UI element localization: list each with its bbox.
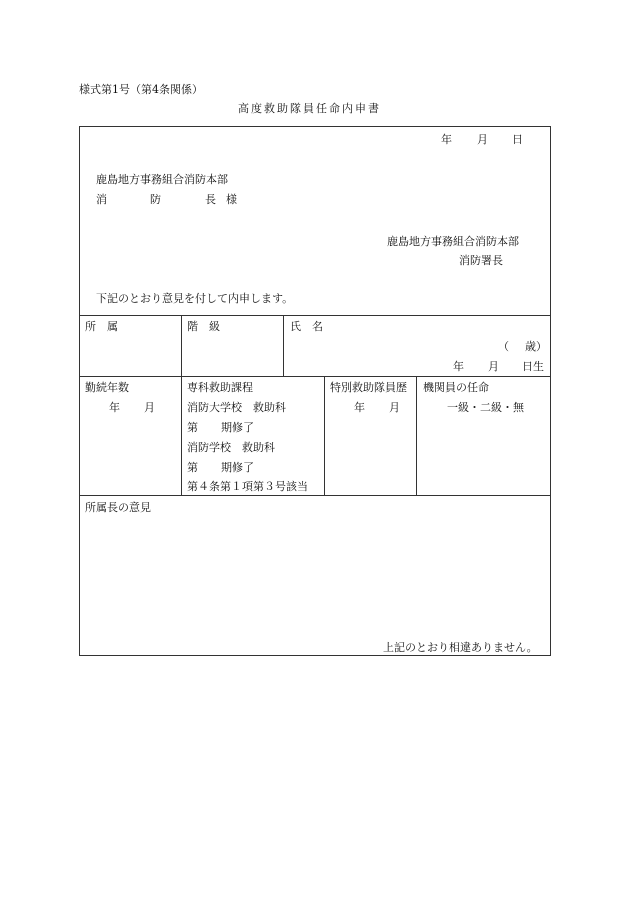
affiliation-label: 所 属 bbox=[85, 320, 118, 333]
service-years-label: 勤続年数 bbox=[85, 381, 129, 394]
birth-day: 日生 bbox=[522, 360, 544, 373]
birth-month: 月 bbox=[488, 360, 499, 373]
course-school-1: 消防大学校 救助科 bbox=[187, 401, 286, 414]
divider-personal-row bbox=[79, 376, 551, 377]
date-month: 月 bbox=[477, 133, 488, 146]
course-dai-2: 第 bbox=[187, 461, 198, 474]
col-divider-2 bbox=[283, 315, 284, 376]
date-year: 年 bbox=[441, 133, 452, 146]
course-done-1: 期修了 bbox=[221, 421, 254, 434]
addressee-char-2: 防 bbox=[150, 193, 161, 206]
closing-statement: 上記のとおり相違ありません。 bbox=[383, 641, 538, 654]
course-school-2: 消防学校 救助科 bbox=[187, 441, 275, 454]
divider-qualification-row bbox=[79, 495, 551, 496]
course-dai-1: 第 bbox=[187, 421, 198, 434]
service-month: 月 bbox=[144, 401, 155, 414]
addressee-char-4: 様 bbox=[226, 193, 237, 206]
opinion-label: 所属長の意見 bbox=[85, 501, 151, 514]
name-label: 氏 名 bbox=[290, 320, 323, 333]
col-divider-4 bbox=[416, 376, 417, 495]
col-divider-1 bbox=[181, 315, 182, 495]
date-day: 日 bbox=[512, 133, 523, 146]
col-divider-3 bbox=[324, 376, 325, 495]
course-applicable: 第４条第１項第３号該当 bbox=[187, 480, 308, 493]
special-year: 年 bbox=[354, 401, 365, 414]
document-title: 高度救助隊員任命内申書 bbox=[238, 102, 381, 115]
engineer-label: 機関員の任命 bbox=[423, 381, 489, 394]
course-label: 専科救助課程 bbox=[187, 381, 253, 394]
birth-year: 年 bbox=[453, 360, 464, 373]
rank-label: 階 級 bbox=[187, 320, 220, 333]
addressee-org: 鹿島地方事務組合消防本部 bbox=[96, 173, 228, 186]
divider-top-section bbox=[79, 315, 551, 316]
addressee-char-3: 長 bbox=[205, 193, 216, 206]
engineer-options: 一級・二級・無 bbox=[447, 401, 524, 414]
sender-org: 鹿島地方事務組合消防本部 bbox=[387, 235, 519, 248]
course-done-2: 期修了 bbox=[221, 461, 254, 474]
statement: 下記のとおり意見を付して内申します。 bbox=[96, 292, 294, 305]
form-number: 様式第1号（第4条関係） bbox=[79, 83, 203, 96]
addressee-char-1: 消 bbox=[96, 193, 107, 206]
age-unit: 歳） bbox=[525, 340, 547, 353]
age-open-paren: （ bbox=[498, 340, 509, 353]
sender-title: 消防署長 bbox=[459, 254, 503, 267]
special-history-label: 特別救助隊員歴 bbox=[330, 381, 407, 394]
special-month: 月 bbox=[389, 401, 400, 414]
service-year: 年 bbox=[109, 401, 120, 414]
